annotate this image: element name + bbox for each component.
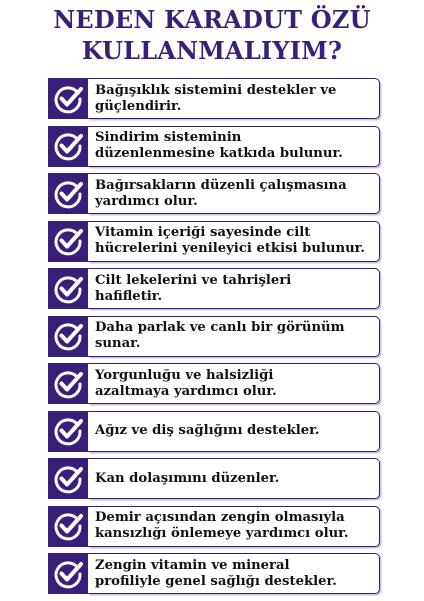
list-item-text [88,411,380,452]
list-item-text [88,316,380,357]
list-item-text [88,363,380,404]
list-item-line-2: profiliyle genel sağlığı destekler. [95,573,337,589]
check-box [48,78,88,119]
list-item-line-1: Daha parlak ve canlı bir görünüm [95,320,345,335]
check-circle-icon [52,558,84,590]
list-item-lines [95,471,279,487]
list-item-line-2: kansızlığı önlemeye yardımcı olur. [95,526,349,541]
list-item [48,78,378,119]
list-item-line-2: güçlendirir. [95,98,182,114]
check-box [48,221,88,262]
list-item [48,173,378,214]
check-box [48,411,88,452]
check-circle-icon [52,225,84,257]
list-item [48,553,378,594]
check-circle-icon [52,83,84,115]
title-line-1: NEDEN KARADUT ÖZÜ [53,5,371,34]
list-item-lines [95,558,337,590]
list-item-text [88,553,380,594]
check-box [48,458,88,499]
list-item-line-2: azaltmaya yardımcı olur. [95,383,277,399]
list-item-line-2: hücrelerini yenileyici etkisi bulunur. [95,241,366,256]
check-circle-icon [52,510,84,542]
benefits-list [48,78,378,601]
list-item [48,458,378,499]
list-item-line-1: Vitamin içeriği sayesinde cilt [95,225,311,240]
list-item-lines [95,225,365,257]
list-item-text [88,458,380,499]
list-item-lines [95,320,345,352]
check-box [48,126,88,167]
check-circle-icon [52,463,84,495]
check-circle-icon [52,178,84,210]
list-item-lines [95,273,291,305]
list-item-line-1: Bağırsakların düzenli çalışmasına [95,177,347,193]
list-item-text [88,268,380,309]
page-title [0,4,424,66]
list-item [48,126,378,167]
list-item-line-2: yardımcı olur. [95,193,198,209]
list-item [48,268,378,309]
list-item-line-2: sunar. [95,336,141,351]
list-item-lines [95,510,349,542]
check-box [48,553,88,594]
list-item [48,363,378,404]
list-item-line-1: Cilt lekelerini ve tahrişleri [95,272,292,288]
check-circle-icon [52,130,84,162]
list-item-lines [95,130,343,162]
check-box [48,173,88,214]
list-item-text [88,78,380,119]
list-item [48,506,378,547]
list-item-line-1: Ağız ve diş sağlığını destekler. [95,423,320,438]
list-item-text [88,506,380,547]
list-item-line-2: hafifletir. [95,288,163,304]
title-line-2: KULLANMALIYIM? [81,36,343,65]
check-box [48,363,88,404]
list-item-line-1: Bağışıklık sistemini destekler ve [95,82,337,98]
list-item-text [88,126,380,167]
check-circle-icon [52,320,84,352]
list-item [48,411,378,452]
list-item [48,221,378,262]
list-item-line-1: Demir açısından zengin olmasıyla [95,510,345,525]
check-box [48,316,88,357]
list-item-lines [95,368,277,400]
list-item-lines [95,178,347,210]
list-item [48,316,378,357]
list-item-lines [95,423,319,439]
list-item-line-1: Sindirim sisteminin [95,130,242,145]
list-item-line-1: Yorgunluğu ve halsizliği [95,367,274,383]
check-circle-icon [52,273,84,305]
list-item-lines [95,83,336,115]
list-item-line-1: Zengin vitamin ve mineral [95,557,290,573]
list-item-text [88,221,380,262]
check-circle-icon [52,368,84,400]
check-box [48,268,88,309]
check-box [48,506,88,547]
list-item-text [88,173,380,214]
check-circle-icon [52,415,84,447]
list-item-line-1: Kan dolaşımını düzenler. [95,470,280,486]
list-item-line-2: düzenlenmesine katkıda bulunur. [95,146,343,161]
